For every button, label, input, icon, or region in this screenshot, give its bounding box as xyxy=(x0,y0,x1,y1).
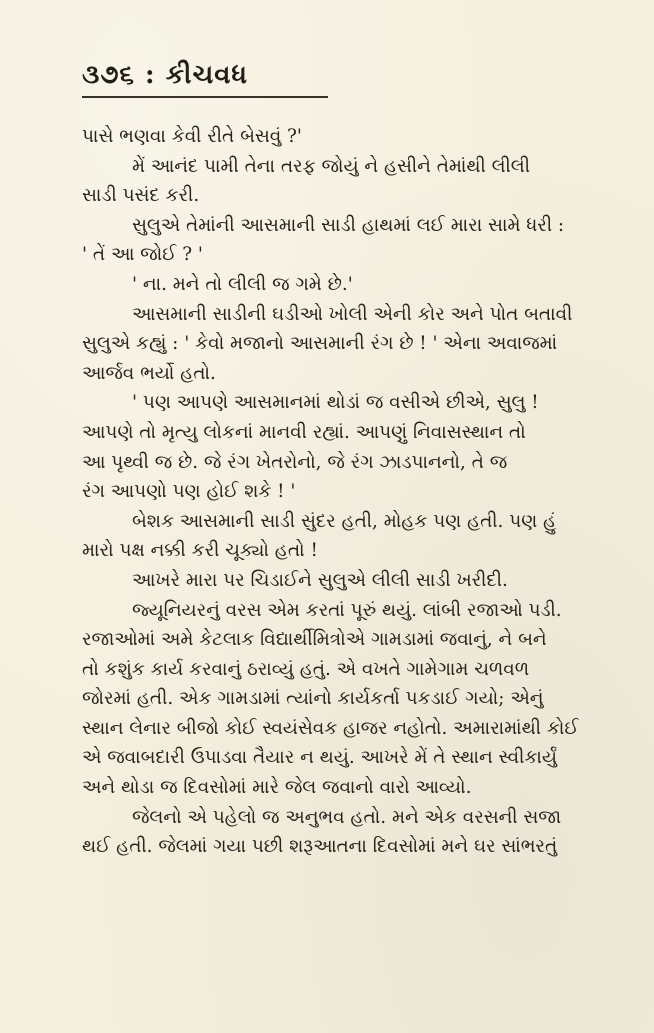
paragraph-1-line-0: મેં આનંદ પામી તેના તરફ જોયું ને હસીને તેમાંથી લીલી xyxy=(132,155,530,177)
paragraph-8-line-3: જોરમાં હતી. એક ગામડામાં ત્યાંનો કાર્યકર્તા પકડાઈ ગયો; એનું xyxy=(82,688,544,710)
paragraph-4-line-2: આર્જવ ભર્યો હતો. xyxy=(82,362,216,384)
page-header xyxy=(82,58,582,98)
paragraph-8-line-2: તો કશુંક કાર્ય કરવાનું ઠરાવ્યું હતું. એ વખતે ગામેગામ ચળવળ xyxy=(82,658,530,680)
header-underline xyxy=(82,96,328,98)
paragraph-4-line-0: આસમાની સાડીની ઘડીઓ ખોલી એની કોર અને પોત બતાવી xyxy=(132,303,573,325)
paragraph-4-line-1: સુલુએ કહ્યું : ' કેવો મજાનો આસમાની રંગ છે ! ' એના અવાજમાં xyxy=(82,333,558,355)
body-text xyxy=(82,122,588,862)
paragraph-8-line-4: સ્થાન લેનાર બીજો કોઈ સ્વયંસેવક હાજર નહોતો. અમારામાંથી કોઈ xyxy=(82,717,579,739)
paragraph-5-line-3: રંગ આપણો પણ હોઈ શકે ! ' xyxy=(82,481,296,503)
paragraph-2-line-0: સુલુએ તેમાંની આસમાની સાડી હાથમાં લઈ મારા સામે ધરી : xyxy=(132,214,565,236)
paragraph-5-line-0: ' પણ આપણે આસમાનમાં થોડાં જ વસીએ છીએ, સુલુ ! xyxy=(132,392,539,414)
paragraph-7-line-0: આખરે મારા પર ચિડાઈને સુલુએ લીલી સાડી ખરીદી. xyxy=(132,569,508,591)
paragraph-6-line-1: મારો પક્ષ નક્કી કરી ચૂક્યો હતો ! xyxy=(82,540,318,562)
page-number-and-title: ૩૭૬ : કીચવધ xyxy=(82,60,249,90)
paragraph-8-line-6: અને થોડા જ દિવસોમાં મારે જેલ જવાનો વારો આવ્યો. xyxy=(82,777,472,799)
paragraph-5-line-2: આ પૃથ્વી જ છે. જે રંગ ખેતરોનો, જે રંગ ઝાડપાનનો, તે જ xyxy=(82,451,508,473)
paragraph-8-line-1: રજાઓમાં અમે કેટલાક વિદ્યાર્થીમિત્રોએ ગામડામાં જવાનું, ને બને xyxy=(82,629,547,651)
paragraph-9-line-0: જેલનો એ પહેલો જ અનુભવ હતો. મને એક વરસની સજા xyxy=(132,806,562,828)
paragraph-8-line-5: એ જવાબદારી ઉપાડવા તૈયાર ન થયું. આખરે મેં તે સ્થાન સ્વીકાર્યું xyxy=(82,747,557,769)
paragraph-1-line-1: સાડી પસંદ કરી. xyxy=(82,185,200,207)
paragraph-3-line-0: ' ના. મને તો લીલી જ ગમે છે.' xyxy=(132,273,353,295)
paragraph-0-line-0: પાસે ભણવા કેવી રીતે બેસવું ?' xyxy=(82,126,302,147)
paragraph-8-line-0: જ્યૂનિયરનું વરસ એમ કરતાં પૂરું થયું. લાંબી રજાઓ પડી. xyxy=(132,599,562,621)
paragraph-9-line-1: થઈ હતી. જેલમાં ગયા પછી શરૂઆતના દિવસોમાં મને ઘર સાંભરતું xyxy=(82,836,558,858)
paragraph-6-line-0: બેશક આસમાની સાડી સુંદર હતી, મોહક પણ હતી. પણ હું xyxy=(132,510,557,532)
paragraph-5-line-1: આપણે તો મૃત્યુ લોકનાં માનવી રહ્યાં. આપણું નિવાસસ્થાન તો xyxy=(82,421,526,443)
paragraph-2-line-1: ' તેં આ જોઈ ? ' xyxy=(82,244,203,266)
